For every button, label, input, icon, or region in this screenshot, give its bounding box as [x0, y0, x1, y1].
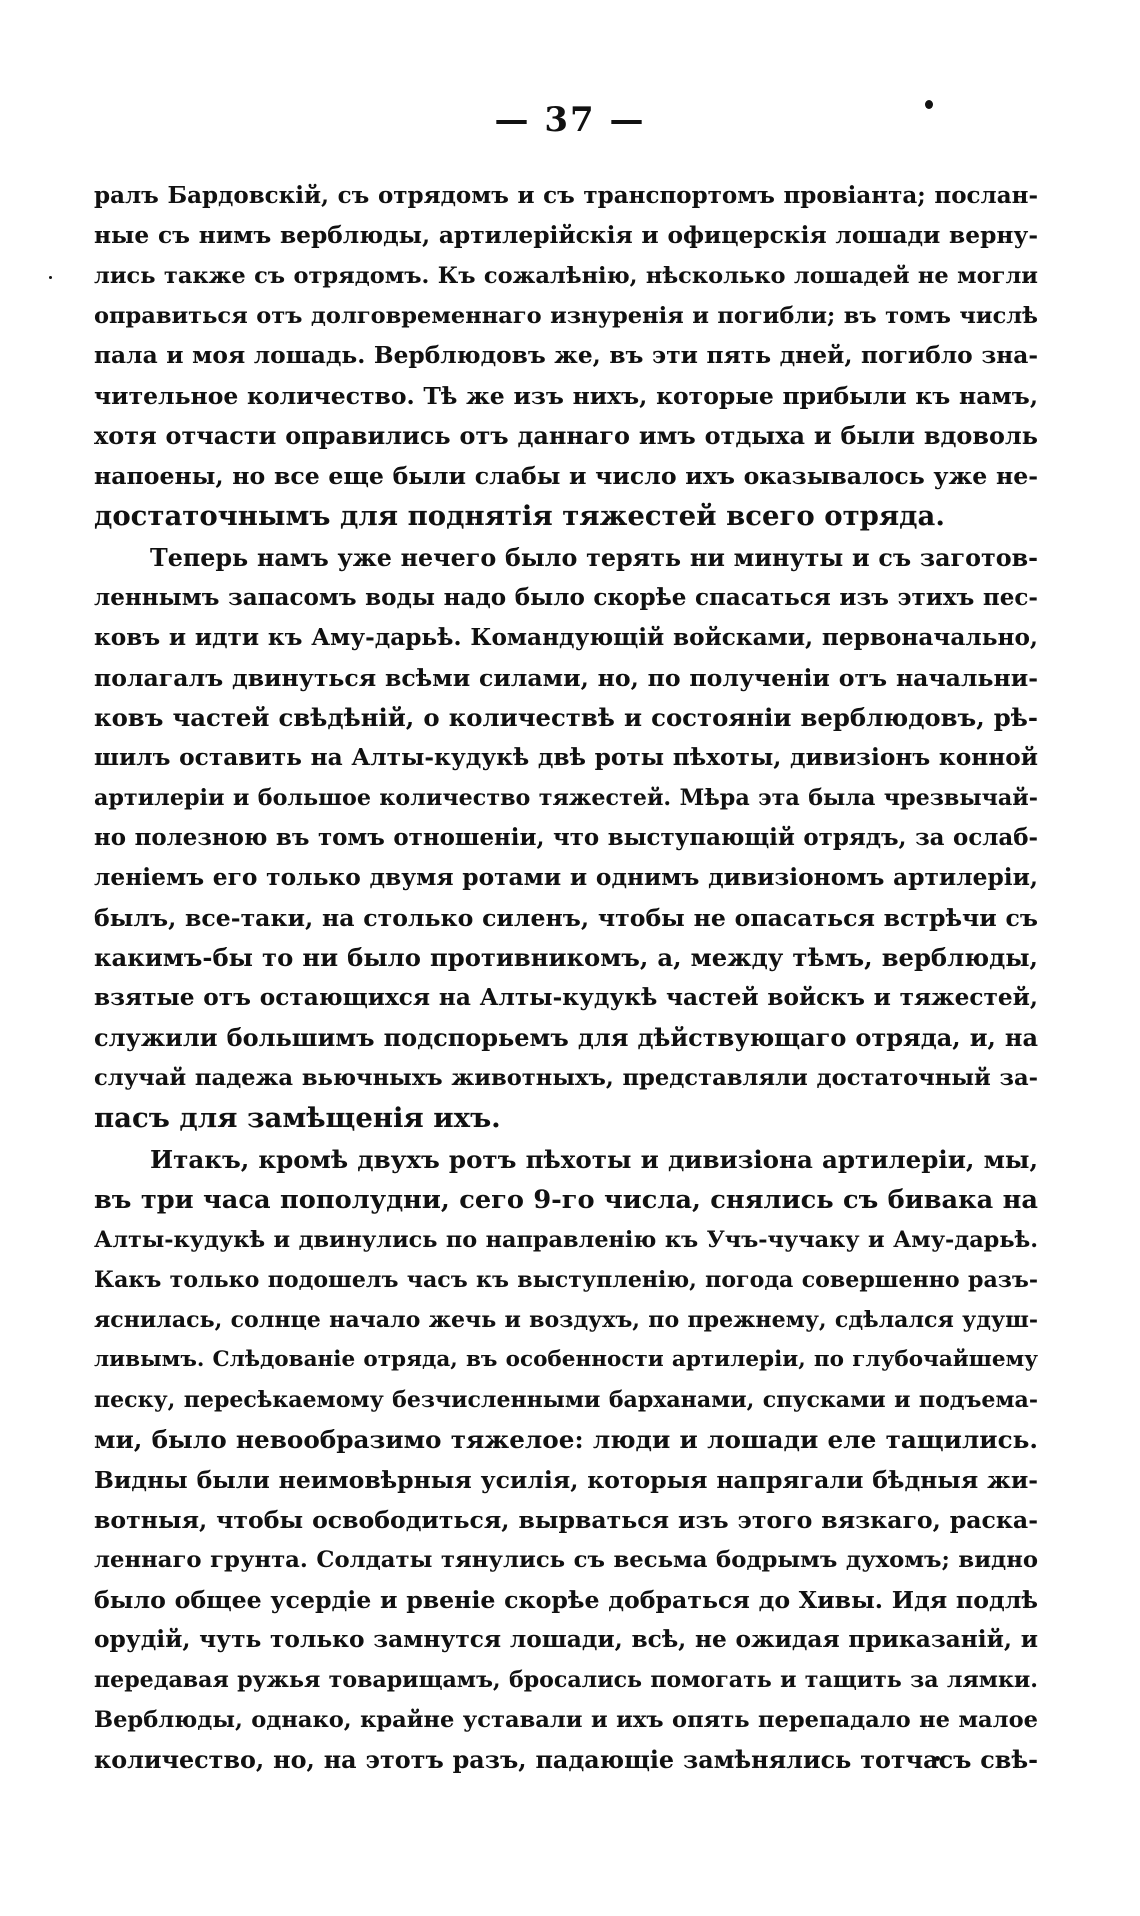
text-line: Теперь намъ уже нечего было терять ни минуты и съ заготов-	[150, 544, 1038, 572]
text-line: взятые отъ остающихся на Алты-кудукѣ частей войскъ и тяжестей,	[94, 984, 1038, 1011]
text-line: напоены, но все еще были слабы и число ихъ оказывалось уже не-	[94, 462, 1038, 490]
text-line: какимъ-бы то ни было противникомъ, а, между тѣмъ, верблюды,	[94, 943, 1038, 972]
text-line: былъ, все-таки, на столько силенъ, чтобы не опасаться встрѣчи съ	[94, 904, 1038, 932]
text-line: вотныя, чтобы освободиться, вырваться изъ этого вязкаго, раска-	[94, 1506, 1038, 1534]
text-line: леннаго грунта. Солдаты тянулись съ весьма бодрымъ духомъ; видно	[94, 1547, 1038, 1573]
text-line: леннымъ запасомъ воды надо было скорѣе спасаться изъ этихъ пес-	[94, 584, 1038, 611]
text-line: передавая ружья товарищамъ, бросались помогать и тащить за лямки.	[94, 1667, 1038, 1693]
text-line: ковъ частей свѣдѣній, о количествѣ и состояніи верблюдовъ, рѣ-	[94, 703, 1038, 732]
text-line: случай падежа вьючныхъ животныхъ, представляли достаточный за-	[94, 1065, 1038, 1091]
text-line: оправиться отъ долговременнаго изнуренія и погибли; въ томъ числѣ	[94, 303, 1038, 329]
paragraph	[94, 538, 1038, 1138]
text-line: Итакъ, кромѣ двухъ ротъ пѣхоты и дивизіона артилеріи, мы,	[150, 1145, 1038, 1174]
text-line: полагалъ двинуться всѣми силами, но, по полученіи отъ начальни-	[94, 664, 1038, 692]
text-line: леніемъ его только двумя ротами и однимъ дивизіономъ артилеріи,	[94, 864, 1038, 891]
text-line: ливымъ. Слѣдованіе отряда, въ особенности артилеріи, по глубочайшему	[94, 1347, 1038, 1372]
text-line: чительное количество. Тѣ же изъ нихъ, которые прибыли къ намъ,	[94, 382, 1038, 410]
text-line: ми, было невообразимо тяжелое: люди и лошади еле тащились.	[94, 1425, 1038, 1454]
text-line: ралъ Бардовскій, съ отрядомъ и съ транспортомъ провіанта; послан-	[94, 182, 1038, 209]
text-line: Алты-кудукѣ и двинулись по направленію къ Учъ-чучаку и Аму-дарьѣ.	[94, 1227, 1038, 1253]
text-line: пасъ для замѣщенія ихъ.	[94, 1102, 501, 1134]
text-line: песку, пересѣкаемому безчисленными барханами, спусками и подъема-	[94, 1387, 1038, 1413]
text-line: артилеріи и большое количество тяжестей. Мѣра эта была чрезвычай-	[94, 785, 1038, 811]
text-line: Какъ только подошелъ часъ къ выступленію, погода совершенно разъ-	[94, 1267, 1038, 1293]
text-line: хотя отчасти оправились отъ даннаго имъ отдыха и были вдоволь	[94, 422, 1038, 450]
text-line: ковъ и идти къ Аму-дарьѣ. Командующій войсками, первоначально,	[94, 624, 1038, 651]
print-speck	[925, 100, 933, 109]
text-line: яснилась, солнце начало жечь и воздухъ, по прежнему, сдѣлался удуш-	[94, 1307, 1038, 1333]
text-line: служили большимъ подспорьемъ для дѣйствующаго отряда, и, на	[94, 1023, 1038, 1052]
paragraph	[94, 1140, 1038, 1780]
text-line: пала и моя лошадь. Верблюдовъ же, въ эти пять дней, погибло зна-	[94, 342, 1038, 369]
text-line: было общее усердіе и рвеніе скорѣе добраться до Хивы. Идя подлѣ	[94, 1586, 1038, 1614]
text-line: въ три часа пополудни, сего 9-го числа, снялись съ бивака на	[94, 1185, 1038, 1215]
text-line: орудій, чуть только замнутся лошади, всѣ, не ожидая приказаній, и	[94, 1626, 1038, 1653]
text-line: шилъ оставить на Алты-кудукѣ двѣ роты пѣхоты, дивизіонъ конной	[94, 744, 1038, 771]
text-line: Видны были неимовѣрныя усилія, которыя напрягали бѣдныя жи-	[94, 1466, 1038, 1494]
text-line: ные съ нимъ верблюды, артилерійскія и офицерскія лошади верну-	[94, 222, 1038, 249]
text-line: лись также съ отрядомъ. Къ сожалѣнію, нѣсколько лошадей не могли	[94, 263, 1038, 289]
text-line: но полезною въ томъ отношеніи, что выступающій отрядъ, за ослаб-	[94, 824, 1038, 851]
text-line: достаточнымъ для поднятія тяжестей всего отряда.	[94, 500, 945, 532]
page-number: — 37 —	[494, 100, 646, 140]
text-line: количество, но, на этотъ разъ, падающіе замѣнялись тотчасъ свѣ-	[94, 1746, 1038, 1774]
body-text	[94, 176, 1038, 1780]
print-speck	[49, 276, 52, 279]
text-line: Верблюды, однако, крайне уставали и ихъ опять перепадало не малое	[94, 1707, 1038, 1733]
paragraph	[94, 176, 1038, 536]
